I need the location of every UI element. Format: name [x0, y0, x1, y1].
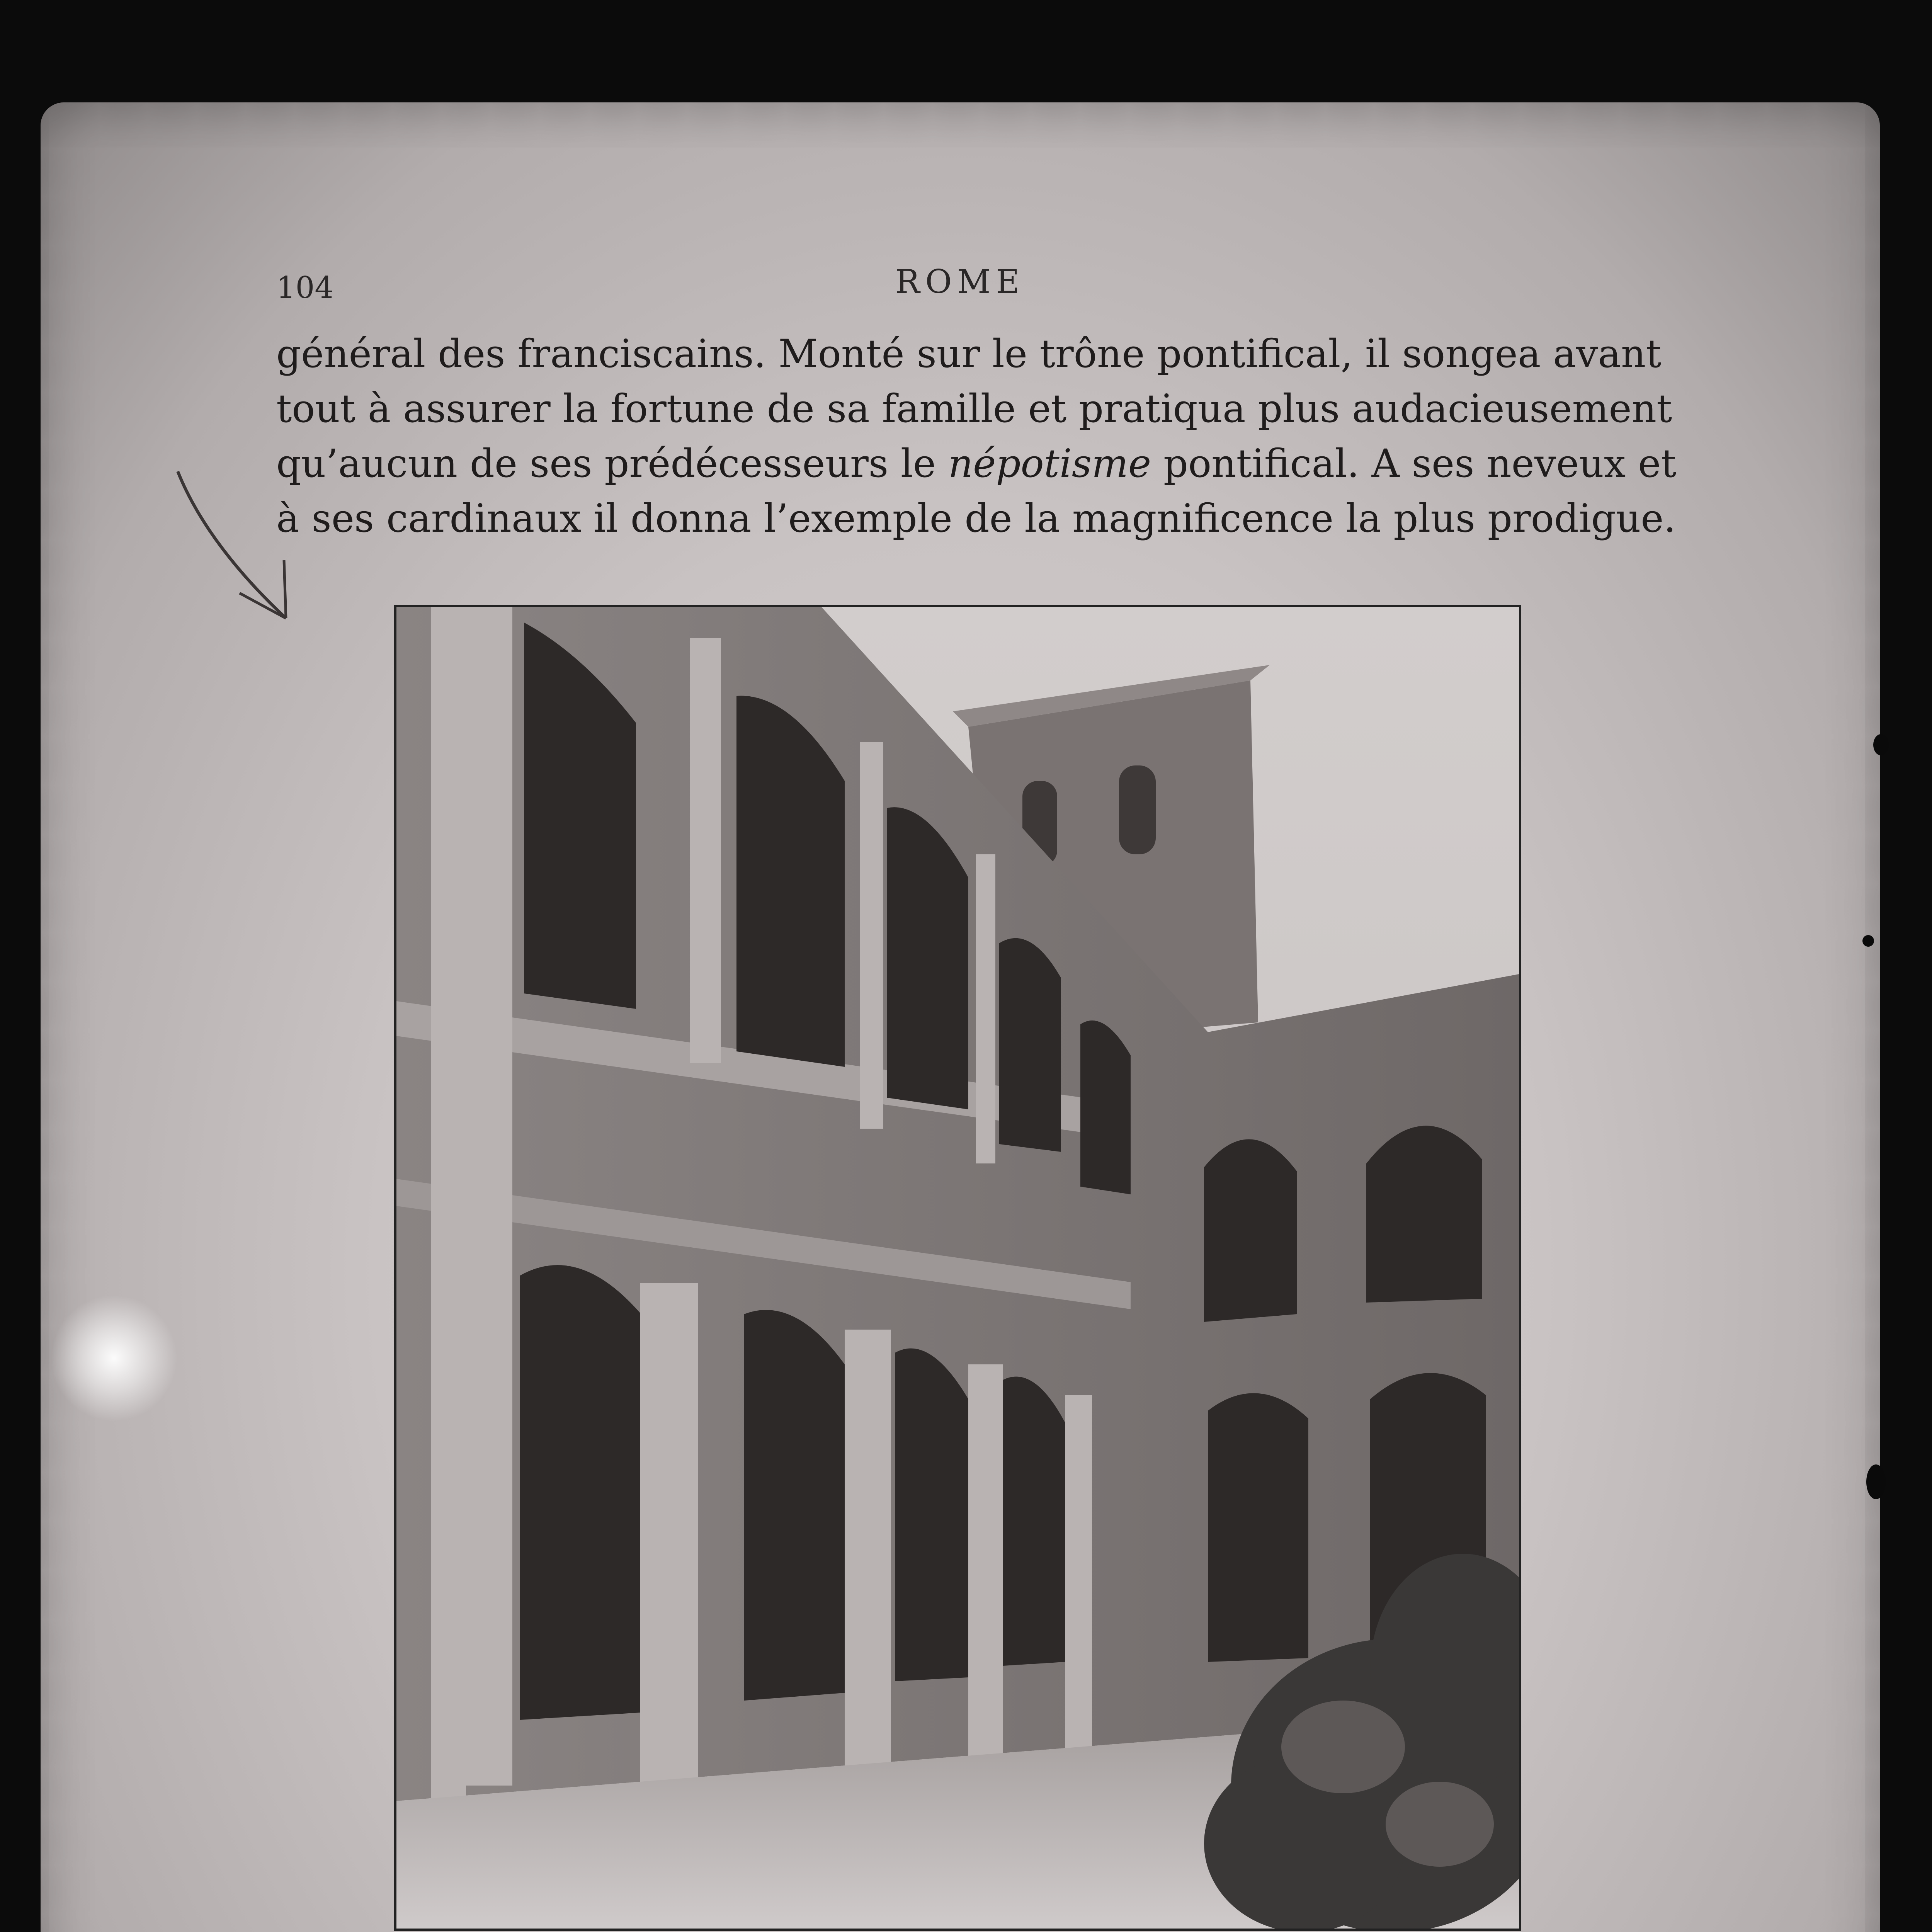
text-segment: pontifical. A ses neveux et [1151, 441, 1677, 486]
running-head: ROME [895, 263, 1025, 301]
speck [1862, 935, 1874, 947]
page-number: 104 [276, 270, 334, 305]
text-line: tout à assurer la fortune de sa famille et pratiqua plus audacieusement [276, 386, 1672, 431]
speck [1873, 734, 1889, 755]
text-segment: qu’aucun de ses prédécesseurs le [276, 441, 948, 486]
text-line: à ses cardinaux il donna l’exemple de la magnificence la plus prodigue. [276, 496, 1676, 541]
courtyard-photograph [394, 605, 1521, 1931]
page-header [276, 263, 1644, 309]
italic-term: népotisme [948, 441, 1151, 486]
light-flare [50, 1294, 178, 1422]
text-line: général des franciscains. Monté sur le trône pontifical, il songea avant [276, 331, 1662, 376]
top-paragraph [276, 327, 1677, 546]
speck [1866, 1464, 1886, 1499]
text-line [276, 436, 1677, 491]
